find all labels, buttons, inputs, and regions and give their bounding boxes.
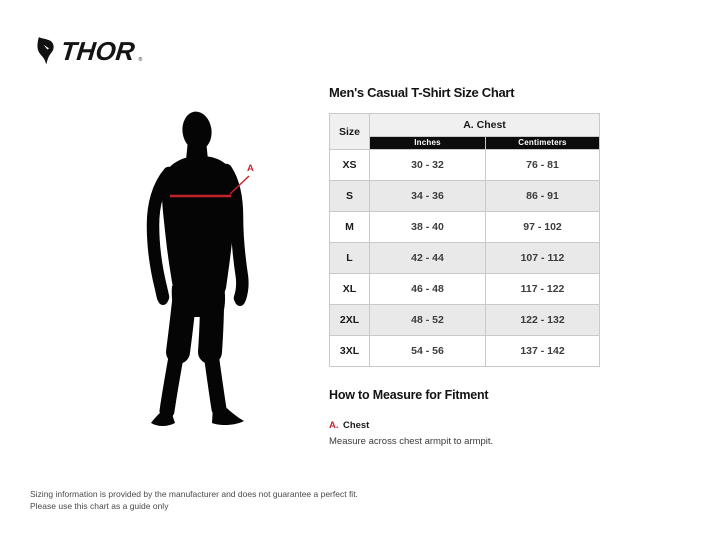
size-chart-title: Men's Casual T-Shirt Size Chart <box>329 85 515 100</box>
table-row-l <box>330 243 600 274</box>
table-row-3xl <box>330 336 600 367</box>
centimeters-subheader: Centimeters <box>486 137 600 150</box>
thor-goat-icon <box>36 36 58 66</box>
measure-item-chest <box>329 415 605 447</box>
centimeters-cell: 76 - 81 <box>486 150 600 181</box>
size-cell: 3XL <box>330 336 370 367</box>
measure-heading: How to Measure for Fitment <box>329 388 489 402</box>
measurement-figure <box>120 90 320 450</box>
size-cell: S <box>330 181 370 212</box>
inches-cell: 38 - 40 <box>370 212 486 243</box>
table-row-m <box>330 212 600 243</box>
table-row-xl <box>330 274 600 305</box>
brand-logo <box>36 36 142 66</box>
measure-description: Measure across chest armpit to armpit. <box>329 436 494 447</box>
size-cell: M <box>330 212 370 243</box>
registered-mark: ® <box>138 57 143 63</box>
size-cell: XL <box>330 274 370 305</box>
measure-name: Chest <box>342 420 370 431</box>
size-chart-table <box>329 113 600 367</box>
size-cell: 2XL <box>330 305 370 336</box>
male-silhouette <box>120 90 320 450</box>
inches-cell: 34 - 36 <box>370 181 486 212</box>
centimeters-cell: 86 - 91 <box>486 181 600 212</box>
size-cell: L <box>330 243 370 274</box>
centimeters-cell: 107 - 112 <box>486 243 600 274</box>
brand-wordmark: THOR <box>59 36 137 66</box>
figure-label-a: A <box>247 163 254 174</box>
inches-cell: 30 - 32 <box>370 150 486 181</box>
size-cell: XS <box>330 150 370 181</box>
table-row-2xl <box>330 305 600 336</box>
centimeters-cell: 117 - 122 <box>486 274 600 305</box>
size-column-header: Size <box>330 114 370 150</box>
centimeters-cell: 122 - 132 <box>486 305 600 336</box>
chest-group-header: A. Chest <box>370 114 600 137</box>
size-chart-section <box>329 85 605 447</box>
disclaimer-line-1: Sizing information is provided by the manufacturer and does not guarantee a perfect fit. <box>30 489 358 499</box>
centimeters-cell: 137 - 142 <box>486 336 600 367</box>
inches-cell: 42 - 44 <box>370 243 486 274</box>
inches-cell: 48 - 52 <box>370 305 486 336</box>
inches-subheader: Inches <box>370 137 486 150</box>
footer-disclaimer <box>30 488 358 513</box>
table-row-s <box>330 181 600 212</box>
inches-cell: 54 - 56 <box>370 336 486 367</box>
table-row-xs <box>330 150 600 181</box>
disclaimer-line-2: Please use this chart as a guide only <box>30 501 169 512</box>
measure-key: A. <box>329 420 339 431</box>
inches-cell: 46 - 48 <box>370 274 486 305</box>
centimeters-cell: 97 - 102 <box>486 212 600 243</box>
